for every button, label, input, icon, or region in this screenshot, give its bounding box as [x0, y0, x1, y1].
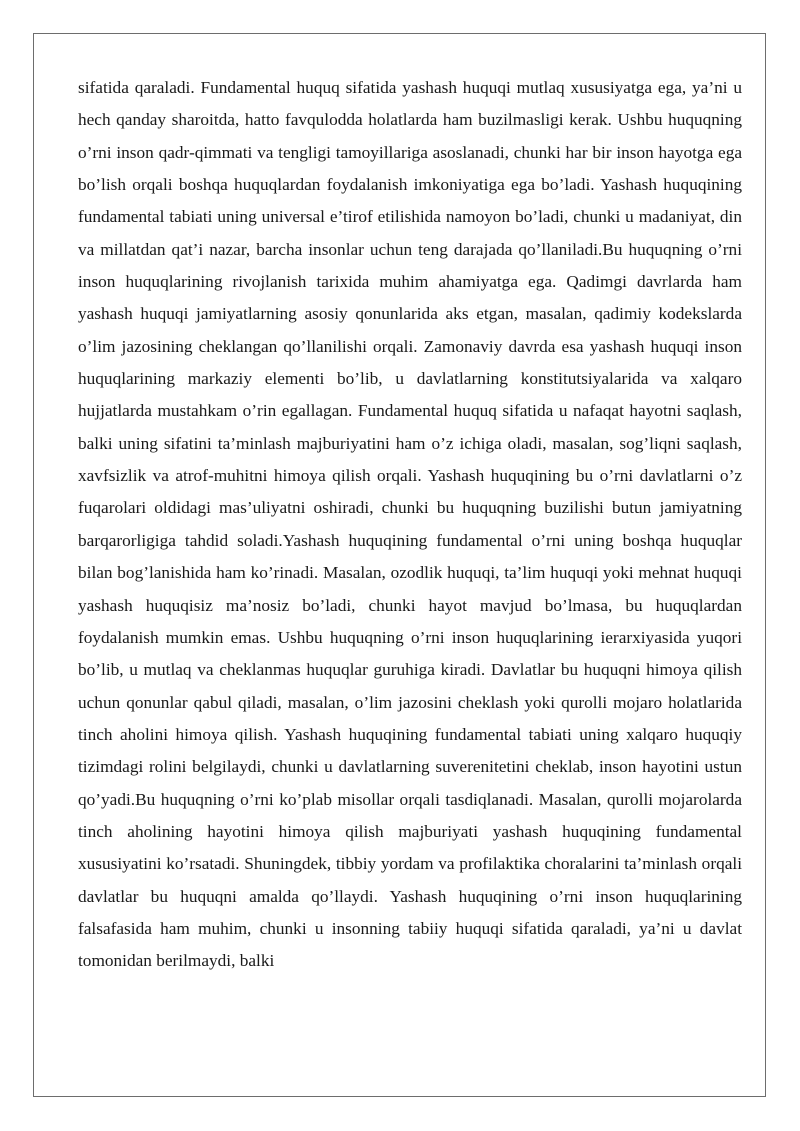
body-paragraph — [78, 72, 742, 978]
paragraph-text: sifatida qaraladi. Fundamental huquq sifatida yashash huquqi mutlaq xususiyatga ega, ya’ni u hech qanday sharoitda, hatto favqulodda holatlarda ham buzilmasligi kerak. Ushbu huquqning o’rni inson qadr-qimmati va tengligi tamoyillariga asoslanadi, chunki har bir inson hayotga ega bo’lish orqali boshqa huquqlardan foydalanish imkoniyatiga ega bo’ladi. Yashash huquqining fundamental tabiati uning universal e’tirof etilishida namoyon bo’ladi, chunki u madaniyat, din va millatdan qat’i nazar, barcha insonlar uchun teng darajada qo’llaniladi.Bu huquqning o’rni inson huquqlarining rivojlanish tarixida muhim ahamiyatga ega. Qadimgi davrlarda ham yashash huquqi jamiyatlarning asosiy qonunlarida aks etgan, masalan, qadimiy kodekslarda o’lim jazosining cheklangan qo’llanilishi orqali. Zamonaviy davrda esa yashash huquqi inson huquqlarining markaziy elementi bo’lib, u davlatlarning konstitutsiyalarida va xalqaro hujjatlarda mustahkam o’rin egallagan. Fundamental huquq sifatida u nafaqat hayotni saqlash, balki uning sifatini ta’minlash majburiyatini ham o’z ichiga oladi, masalan, sog’liqni saqlash, xavfsizlik va atrof-muhitni himoya qilish orqali. Yashash huquqining bu o’rni davlatlarni o’z fuqarolari oldidagi mas’uliyatni oshiradi, chunki bu huquqning buzilishi butun jamiyatning barqarorligiga tahdid soladi.Yashash huquqining fundamental o’rni uning boshqa huquqlar bilan bog’lanishida ham ko’rinadi. Masalan, ozodlik huquqi, ta’lim huquqi yoki mehnat huquqi yashash huquqisiz ma’nosiz bo’ladi, chunki hayot mavjud bo’lmasa, bu huquqlardan foydalanish mumkin emas. Ushbu huquqning o’rni inson huquqlarining ierarxiyasida yuqori bo’lib, u mutlaq va cheklanmas huquqlar guruhiga kiradi. Davlatlar bu huquqni himoya qilish uchun qonunlar qabul qiladi, masalan, o’lim jazosini cheklash yoki qurolli mojaro holatlarida tinch aholini himoya qilish. Yashash huquqining fundamental tabiati uning xalqaro huquqiy tizimdagi rolini belgilaydi, chunki u davlatlarning suverenitetini cheklab, inson hayotini ustun qo’yadi.Bu huquqning o’rni ko’plab misollar orqali tasdiqlanadi. Masalan, qurolli mojarolarda tinch aholining hayotini himoya qilish majburiyati yashash huquqining fundamental xususiyatini ko’rsatadi. Shuningdek, tibbiy yordam va profilaktika choralarini ta’minlash orqali davlatlar bu huquqni amalda qo’llaydi. Yashash huquqining o’rni inson huquqlarining falsafasida ham muhim, chunki u insonning tabiiy huquqi sifatida qaraladi, ya’ni u davlat tomonidan berilmaydi, balki — [78, 78, 742, 971]
